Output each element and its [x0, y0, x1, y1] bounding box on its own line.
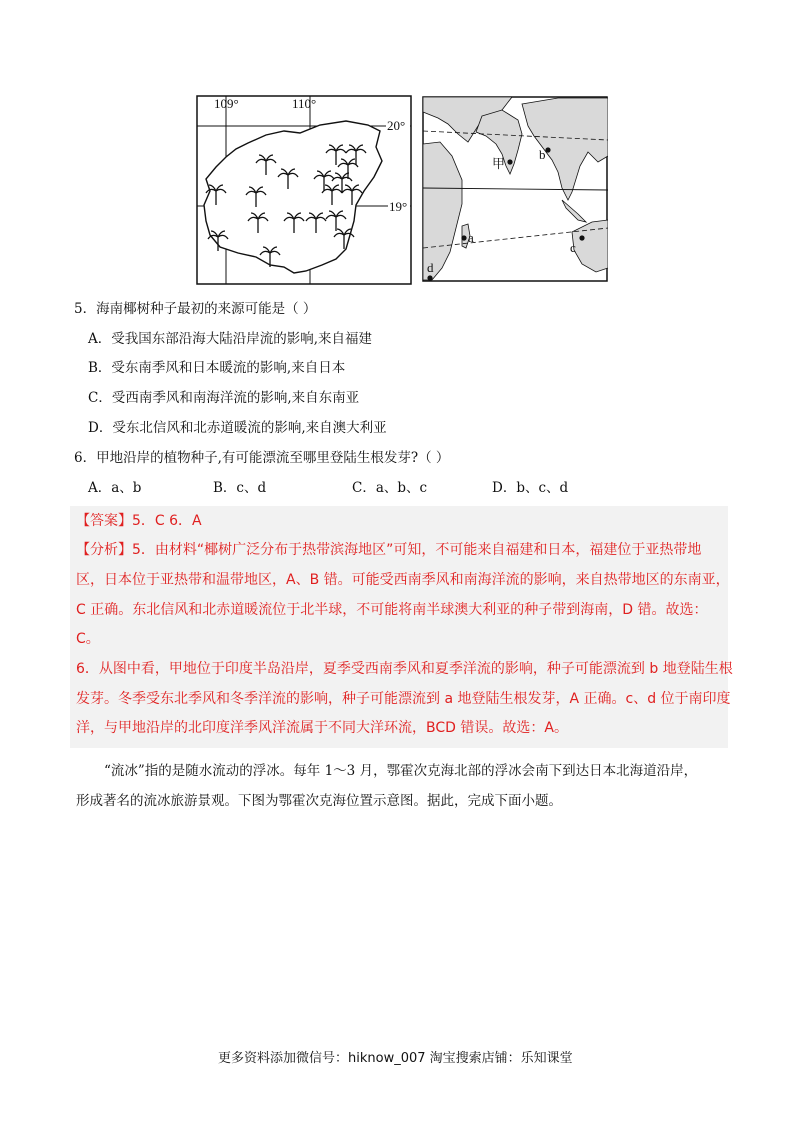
analysis-line-4: C。	[76, 631, 100, 647]
hainan-map	[196, 95, 412, 285]
answer-analysis-block	[70, 506, 733, 748]
analysis-line-1: 【分析】5．由材料“椰树广泛分布于热带滨海地区”可知，不可能来自福建和日本，福建位于亚热带地	[76, 542, 702, 558]
q5-option-a: A．受我国东部沿海大陆沿岸流的影响,来自福建	[88, 331, 373, 347]
lat-label-19: 19°	[389, 199, 408, 214]
answer-line: 【答案】5．C 6．A	[76, 513, 202, 529]
analysis-line-2: 区，日本位于亚热带和温带地区，A、B 错。可能受西南季风和南海洋流的影响，来自热带地区的东南亚，	[76, 572, 730, 588]
analysis-line-3: C 正确。东北信风和北赤道暖流位于北半球，不可能将南半球澳大利亚的种子带到海南，D 错。故选：	[76, 602, 708, 618]
indian-ocean-map	[422, 96, 608, 282]
q6-option-d: D．b、c、d	[492, 480, 569, 496]
intro-line-2: 形成著名的流冰旅游景观。下图为鄂霍次克海位置示意图。据此，完成下面小题。	[76, 793, 562, 809]
q6-option-b: B．c、d	[213, 480, 267, 496]
question-5-stem: 5．海南椰树种子最初的来源可能是（ ）	[74, 301, 317, 317]
point-label-b: b	[539, 147, 546, 162]
footer-text: 更多资料添加微信号：hiknow_007 淘宝搜索店铺：乐知课堂	[218, 1051, 573, 1066]
point-label-jia: 甲	[492, 156, 506, 171]
analysis-line-6: 发芽。冬季受东北季风和冬季洋流的影响，种子可能漂流到 a 地登陆生根发芽，A 正确。c、d 位于南印度	[76, 691, 731, 707]
analysis-line-7: 洋，与甲地沿岸的北印度洋季风洋流属于不同大洋环流，BCD 错误。故选：A。	[76, 720, 568, 736]
lon-label-109: 109°	[214, 96, 239, 111]
point-label-a: a	[468, 230, 474, 245]
q6-option-a: A．a、b	[88, 480, 142, 496]
q5-option-b: B．受东南季风和日本暖流的影响,来自日本	[88, 360, 346, 376]
question-6-stem: 6．甲地沿岸的植物种子,有可能漂流至哪里登陆生根发芽?（ ）	[74, 450, 450, 466]
point-label-c: c	[570, 240, 576, 255]
intro-line-1: “流冰”指的是随水流动的浮冰。每年 1～3 月，鄂霍次克海北部的浮冰会南下到达日本北海道沿岸，	[104, 763, 698, 779]
lat-label-20: 20°	[387, 118, 406, 133]
q5-option-c: C．受西南季风和南海洋流的影响,来自东南亚	[88, 390, 360, 406]
point-label-d: d	[427, 260, 434, 275]
q6-option-c: C．a、b、c	[352, 480, 428, 496]
q5-option-d: D．受东北信风和北赤道暖流的影响,来自澳大利亚	[88, 420, 387, 436]
analysis-line-5: 6．从图中看，甲地位于印度半岛沿岸，夏季受西南季风和夏季洋流的影响，种子可能漂流到 b 地登陆生根	[76, 661, 733, 677]
lon-label-110: 110°	[292, 96, 317, 111]
